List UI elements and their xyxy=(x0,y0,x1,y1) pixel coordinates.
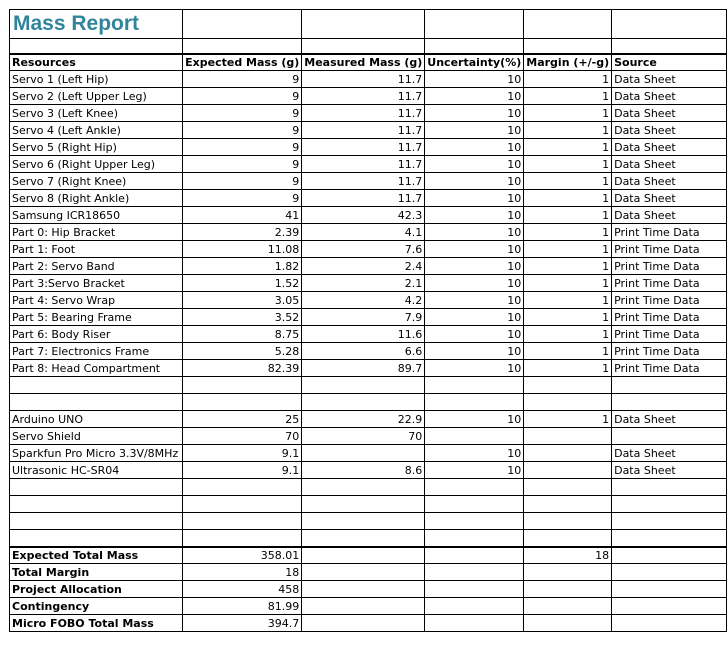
source-cell[interactable] xyxy=(612,428,727,445)
measured-mass-cell[interactable] xyxy=(302,394,425,411)
resource-name-cell[interactable]: Servo 5 (Right Hip) xyxy=(10,139,183,156)
title-row xyxy=(10,10,727,39)
cell[interactable] xyxy=(302,581,425,598)
measured-mass-cell[interactable]: 8.6 xyxy=(302,462,425,479)
summary-margin-cell[interactable] xyxy=(524,598,612,615)
resource-name-cell[interactable] xyxy=(10,513,183,530)
uncertainty-cell[interactable]: 10 xyxy=(425,445,524,462)
source-cell[interactable]: Data Sheet xyxy=(612,462,727,479)
measured-mass-cell[interactable]: 2.4 xyxy=(302,258,425,275)
uncertainty-cell[interactable]: 10 xyxy=(425,122,524,139)
spacer-row xyxy=(10,39,727,54)
resource-name-cell[interactable]: Part 3:Servo Bracket xyxy=(10,275,183,292)
table-row xyxy=(10,326,727,343)
table-row xyxy=(10,224,727,241)
cell[interactable] xyxy=(302,598,425,615)
margin-cell[interactable]: 1 xyxy=(524,292,612,309)
expected-mass-cell[interactable]: 8.75 xyxy=(183,326,302,343)
expected-mass-cell[interactable] xyxy=(183,530,302,547)
expected-mass-cell[interactable] xyxy=(183,496,302,513)
expected-mass-cell[interactable]: 9.1 xyxy=(183,445,302,462)
expected-mass-cell[interactable]: 9 xyxy=(183,173,302,190)
resource-name-cell[interactable] xyxy=(10,530,183,547)
source-cell[interactable] xyxy=(612,394,727,411)
expected-mass-cell[interactable]: 25 xyxy=(183,411,302,428)
expected-mass-cell[interactable] xyxy=(183,377,302,394)
expected-mass-cell[interactable] xyxy=(183,479,302,496)
measured-mass-cell[interactable]: 7.9 xyxy=(302,309,425,326)
measured-mass-cell[interactable]: 7.6 xyxy=(302,241,425,258)
table-row xyxy=(10,377,727,394)
measured-mass-cell[interactable]: 11.7 xyxy=(302,156,425,173)
table-row xyxy=(10,190,727,207)
cell[interactable] xyxy=(612,615,727,632)
expected-mass-cell[interactable]: 9 xyxy=(183,71,302,88)
measured-mass-cell[interactable]: 22.9 xyxy=(302,411,425,428)
uncertainty-cell[interactable]: 10 xyxy=(425,462,524,479)
margin-cell[interactable]: 1 xyxy=(524,71,612,88)
cell[interactable] xyxy=(524,39,612,54)
measured-mass-cell[interactable]: 11.7 xyxy=(302,105,425,122)
source-cell[interactable]: Data Sheet xyxy=(612,88,727,105)
source-cell[interactable]: Data Sheet xyxy=(612,173,727,190)
expected-mass-cell[interactable]: 9 xyxy=(183,105,302,122)
margin-cell[interactable]: 1 xyxy=(524,122,612,139)
table-row xyxy=(10,428,727,445)
source-cell[interactable] xyxy=(612,496,727,513)
cell[interactable] xyxy=(425,581,524,598)
margin-cell[interactable] xyxy=(524,530,612,547)
summary-label-cell[interactable]: Micro FOBO Total Mass xyxy=(10,615,183,632)
cell[interactable] xyxy=(612,564,727,581)
table-row xyxy=(10,496,727,513)
resource-name-cell[interactable]: Servo Shield xyxy=(10,428,183,445)
margin-cell[interactable]: 1 xyxy=(524,224,612,241)
margin-cell[interactable] xyxy=(524,496,612,513)
expected-mass-cell[interactable]: 9.1 xyxy=(183,462,302,479)
resource-name-cell[interactable]: Part 7: Electronics Frame xyxy=(10,343,183,360)
margin-cell[interactable]: 1 xyxy=(524,88,612,105)
summary-value-cell[interactable]: 358.01 xyxy=(183,547,302,564)
resource-name-cell[interactable]: Part 8: Head Compartment xyxy=(10,360,183,377)
cell[interactable] xyxy=(612,547,727,564)
uncertainty-cell[interactable]: 10 xyxy=(425,156,524,173)
summary-label-cell[interactable]: Total Margin xyxy=(10,564,183,581)
uncertainty-cell[interactable]: 10 xyxy=(425,88,524,105)
margin-cell[interactable]: 1 xyxy=(524,173,612,190)
summary-row xyxy=(10,581,727,598)
resource-name-cell[interactable]: Servo 7 (Right Knee) xyxy=(10,173,183,190)
summary-margin-cell[interactable]: 18 xyxy=(524,547,612,564)
resource-name-cell[interactable]: Part 1: Foot xyxy=(10,241,183,258)
table-row xyxy=(10,105,727,122)
margin-cell[interactable] xyxy=(524,394,612,411)
margin-cell[interactable]: 1 xyxy=(524,105,612,122)
margin-cell[interactable]: 1 xyxy=(524,326,612,343)
summary-margin-cell[interactable] xyxy=(524,615,612,632)
source-cell[interactable]: Print Time Data xyxy=(612,224,727,241)
uncertainty-cell[interactable]: 10 xyxy=(425,105,524,122)
cell[interactable] xyxy=(612,581,727,598)
summary-margin-cell[interactable] xyxy=(524,564,612,581)
expected-mass-cell[interactable]: 5.28 xyxy=(183,343,302,360)
table-row xyxy=(10,173,727,190)
cell[interactable] xyxy=(425,39,524,54)
summary-row xyxy=(10,598,727,615)
table-row xyxy=(10,513,727,530)
resource-name-cell[interactable]: Part 4: Servo Wrap xyxy=(10,292,183,309)
cell[interactable] xyxy=(425,547,524,564)
source-cell[interactable]: Print Time Data xyxy=(612,326,727,343)
summary-label-cell[interactable]: Project Allocation xyxy=(10,581,183,598)
measured-mass-cell[interactable] xyxy=(302,377,425,394)
source-cell[interactable] xyxy=(612,513,727,530)
uncertainty-cell[interactable] xyxy=(425,394,524,411)
uncertainty-cell[interactable]: 10 xyxy=(425,241,524,258)
summary-value-cell[interactable]: 18 xyxy=(183,564,302,581)
margin-cell[interactable] xyxy=(524,462,612,479)
summary-row xyxy=(10,547,727,564)
table-row xyxy=(10,275,727,292)
source-cell[interactable]: Data Sheet xyxy=(612,105,727,122)
table-row xyxy=(10,156,727,173)
source-cell[interactable] xyxy=(612,479,727,496)
source-cell[interactable]: Print Time Data xyxy=(612,309,727,326)
expected-mass-cell[interactable]: 41 xyxy=(183,207,302,224)
table-row xyxy=(10,360,727,377)
measured-mass-cell[interactable]: 11.7 xyxy=(302,71,425,88)
source-cell[interactable]: Data Sheet xyxy=(612,207,727,224)
uncertainty-cell[interactable]: 10 xyxy=(425,343,524,360)
expected-mass-cell[interactable]: 1.52 xyxy=(183,275,302,292)
resource-name-cell[interactable] xyxy=(10,394,183,411)
margin-cell[interactable]: 1 xyxy=(524,360,612,377)
table-row xyxy=(10,258,727,275)
summary-row xyxy=(10,615,727,632)
resource-name-cell[interactable]: Ultrasonic HC-SR04 xyxy=(10,462,183,479)
uncertainty-cell[interactable]: 10 xyxy=(425,173,524,190)
report-title[interactable]: Mass Report xyxy=(10,10,183,39)
uncertainty-cell[interactable]: 10 xyxy=(425,292,524,309)
table-row xyxy=(10,462,727,479)
table-row xyxy=(10,530,727,547)
cell[interactable] xyxy=(302,10,425,39)
margin-cell[interactable]: 1 xyxy=(524,411,612,428)
summary-label-cell[interactable]: Expected Total Mass xyxy=(10,547,183,564)
header-resources[interactable]: Resources xyxy=(10,54,183,71)
margin-cell[interactable]: 1 xyxy=(524,190,612,207)
table-row xyxy=(10,241,727,258)
resource-name-cell[interactable] xyxy=(10,479,183,496)
table-row xyxy=(10,207,727,224)
uncertainty-cell[interactable] xyxy=(425,496,524,513)
summary-value-cell[interactable]: 394.7 xyxy=(183,615,302,632)
margin-cell[interactable]: 1 xyxy=(524,343,612,360)
cell[interactable] xyxy=(302,564,425,581)
resource-name-cell[interactable]: Servo 3 (Left Knee) xyxy=(10,105,183,122)
source-cell[interactable]: Data Sheet xyxy=(612,445,727,462)
source-cell[interactable]: Print Time Data xyxy=(612,275,727,292)
table-row xyxy=(10,292,727,309)
uncertainty-cell[interactable]: 10 xyxy=(425,139,524,156)
measured-mass-cell[interactable]: 11.6 xyxy=(302,326,425,343)
measured-mass-cell[interactable]: 4.1 xyxy=(302,224,425,241)
uncertainty-cell[interactable]: 10 xyxy=(425,411,524,428)
mass-report-table xyxy=(9,9,727,632)
cell[interactable] xyxy=(524,10,612,39)
expected-mass-cell[interactable]: 11.08 xyxy=(183,241,302,258)
margin-cell[interactable] xyxy=(524,479,612,496)
measured-mass-cell[interactable] xyxy=(302,513,425,530)
measured-mass-cell[interactable]: 42.3 xyxy=(302,207,425,224)
cell[interactable] xyxy=(612,10,727,39)
header-source[interactable]: Source xyxy=(612,54,727,71)
resource-name-cell[interactable]: Samsung ICR18650 xyxy=(10,207,183,224)
measured-mass-cell[interactable]: 4.2 xyxy=(302,292,425,309)
table-row xyxy=(10,343,727,360)
expected-mass-cell[interactable] xyxy=(183,394,302,411)
resource-name-cell[interactable]: Servo 8 (Right Ankle) xyxy=(10,190,183,207)
resource-name-cell[interactable]: Servo 2 (Left Upper Leg) xyxy=(10,88,183,105)
source-cell[interactable]: Data Sheet xyxy=(612,411,727,428)
margin-cell[interactable] xyxy=(524,428,612,445)
expected-mass-cell[interactable]: 1.82 xyxy=(183,258,302,275)
cell[interactable] xyxy=(302,547,425,564)
cell[interactable] xyxy=(302,39,425,54)
cell[interactable] xyxy=(183,10,302,39)
expected-mass-cell[interactable]: 9 xyxy=(183,88,302,105)
measured-mass-cell[interactable]: 11.7 xyxy=(302,139,425,156)
header-measured-mass[interactable]: Measured Mass (g) xyxy=(302,54,425,71)
source-cell[interactable]: Print Time Data xyxy=(612,343,727,360)
cell[interactable] xyxy=(425,564,524,581)
margin-cell[interactable]: 1 xyxy=(524,139,612,156)
expected-mass-cell[interactable]: 9 xyxy=(183,190,302,207)
cell[interactable] xyxy=(10,39,183,54)
summary-value-cell[interactable]: 458 xyxy=(183,581,302,598)
source-cell[interactable]: Data Sheet xyxy=(612,122,727,139)
table-row xyxy=(10,122,727,139)
expected-mass-cell[interactable]: 3.05 xyxy=(183,292,302,309)
margin-cell[interactable] xyxy=(524,377,612,394)
source-cell[interactable]: Print Time Data xyxy=(612,241,727,258)
expected-mass-cell[interactable] xyxy=(183,513,302,530)
uncertainty-cell[interactable]: 10 xyxy=(425,326,524,343)
resource-name-cell[interactable]: Sparkfun Pro Micro 3.3V/8MHz xyxy=(10,445,183,462)
expected-mass-cell[interactable]: 82.39 xyxy=(183,360,302,377)
cell[interactable] xyxy=(612,598,727,615)
measured-mass-cell[interactable] xyxy=(302,445,425,462)
measured-mass-cell[interactable]: 11.7 xyxy=(302,190,425,207)
resource-name-cell[interactable] xyxy=(10,496,183,513)
summary-label-cell[interactable]: Contingency xyxy=(10,598,183,615)
measured-mass-cell[interactable]: 11.7 xyxy=(302,88,425,105)
source-cell[interactable]: Data Sheet xyxy=(612,190,727,207)
cell[interactable] xyxy=(183,39,302,54)
source-cell[interactable]: Data Sheet xyxy=(612,71,727,88)
summary-row xyxy=(10,564,727,581)
table-row xyxy=(10,411,727,428)
header-margin[interactable]: Margin (+/-g) xyxy=(524,54,612,71)
resource-name-cell[interactable]: Servo 6 (Right Upper Leg) xyxy=(10,156,183,173)
measured-mass-cell[interactable]: 11.7 xyxy=(302,122,425,139)
table-row xyxy=(10,445,727,462)
table-row xyxy=(10,479,727,496)
uncertainty-cell[interactable] xyxy=(425,530,524,547)
measured-mass-cell[interactable]: 70 xyxy=(302,428,425,445)
uncertainty-cell[interactable] xyxy=(425,428,524,445)
margin-cell[interactable]: 1 xyxy=(524,258,612,275)
summary-margin-cell[interactable] xyxy=(524,581,612,598)
table-row xyxy=(10,309,727,326)
expected-mass-cell[interactable]: 70 xyxy=(183,428,302,445)
uncertainty-cell[interactable]: 10 xyxy=(425,275,524,292)
margin-cell[interactable]: 1 xyxy=(524,309,612,326)
source-cell[interactable] xyxy=(612,530,727,547)
uncertainty-cell[interactable] xyxy=(425,377,524,394)
source-cell[interactable]: Print Time Data xyxy=(612,258,727,275)
summary-value-cell[interactable]: 81.99 xyxy=(183,598,302,615)
uncertainty-cell[interactable] xyxy=(425,513,524,530)
table-row xyxy=(10,88,727,105)
cell[interactable] xyxy=(425,10,524,39)
table-row xyxy=(10,139,727,156)
margin-cell[interactable]: 1 xyxy=(524,207,612,224)
measured-mass-cell[interactable]: 89.7 xyxy=(302,360,425,377)
measured-mass-cell[interactable]: 2.1 xyxy=(302,275,425,292)
header-expected-mass[interactable]: Expected Mass (g) xyxy=(183,54,302,71)
resource-name-cell[interactable]: Arduino UNO xyxy=(10,411,183,428)
margin-cell[interactable]: 1 xyxy=(524,241,612,258)
source-cell[interactable]: Data Sheet xyxy=(612,139,727,156)
resource-name-cell[interactable]: Servo 4 (Left Ankle) xyxy=(10,122,183,139)
header-row xyxy=(10,54,727,71)
cell[interactable] xyxy=(302,615,425,632)
uncertainty-cell[interactable]: 10 xyxy=(425,309,524,326)
uncertainty-cell[interactable]: 10 xyxy=(425,71,524,88)
measured-mass-cell[interactable] xyxy=(302,496,425,513)
source-cell[interactable]: Print Time Data xyxy=(612,292,727,309)
resource-name-cell[interactable]: Part 5: Bearing Frame xyxy=(10,309,183,326)
expected-mass-cell[interactable]: 2.39 xyxy=(183,224,302,241)
expected-mass-cell[interactable]: 9 xyxy=(183,139,302,156)
expected-mass-cell[interactable]: 3.52 xyxy=(183,309,302,326)
uncertainty-cell[interactable]: 10 xyxy=(425,190,524,207)
measured-mass-cell[interactable]: 11.7 xyxy=(302,173,425,190)
cell[interactable] xyxy=(425,615,524,632)
uncertainty-cell[interactable]: 10 xyxy=(425,207,524,224)
resource-name-cell[interactable] xyxy=(10,377,183,394)
measured-mass-cell[interactable]: 6.6 xyxy=(302,343,425,360)
source-cell[interactable] xyxy=(612,377,727,394)
header-uncertainty[interactable]: Uncertainty(%) xyxy=(425,54,524,71)
table-row xyxy=(10,394,727,411)
margin-cell[interactable] xyxy=(524,513,612,530)
uncertainty-cell[interactable]: 10 xyxy=(425,224,524,241)
margin-cell[interactable]: 1 xyxy=(524,156,612,173)
table-row xyxy=(10,71,727,88)
measured-mass-cell[interactable] xyxy=(302,479,425,496)
resource-name-cell[interactable]: Servo 1 (Left Hip) xyxy=(10,71,183,88)
expected-mass-cell[interactable]: 9 xyxy=(183,156,302,173)
resource-name-cell[interactable]: Part 0: Hip Bracket xyxy=(10,224,183,241)
measured-mass-cell[interactable] xyxy=(302,530,425,547)
source-cell[interactable]: Data Sheet xyxy=(612,156,727,173)
margin-cell[interactable]: 1 xyxy=(524,275,612,292)
resource-name-cell[interactable]: Part 6: Body Riser xyxy=(10,326,183,343)
mass-report-sheet xyxy=(9,9,727,632)
source-cell[interactable]: Print Time Data xyxy=(612,360,727,377)
uncertainty-cell[interactable] xyxy=(425,479,524,496)
margin-cell[interactable] xyxy=(524,445,612,462)
cell[interactable] xyxy=(612,39,727,54)
resource-name-cell[interactable]: Part 2: Servo Band xyxy=(10,258,183,275)
expected-mass-cell[interactable]: 9 xyxy=(183,122,302,139)
uncertainty-cell[interactable]: 10 xyxy=(425,258,524,275)
cell[interactable] xyxy=(425,598,524,615)
uncertainty-cell[interactable]: 10 xyxy=(425,360,524,377)
